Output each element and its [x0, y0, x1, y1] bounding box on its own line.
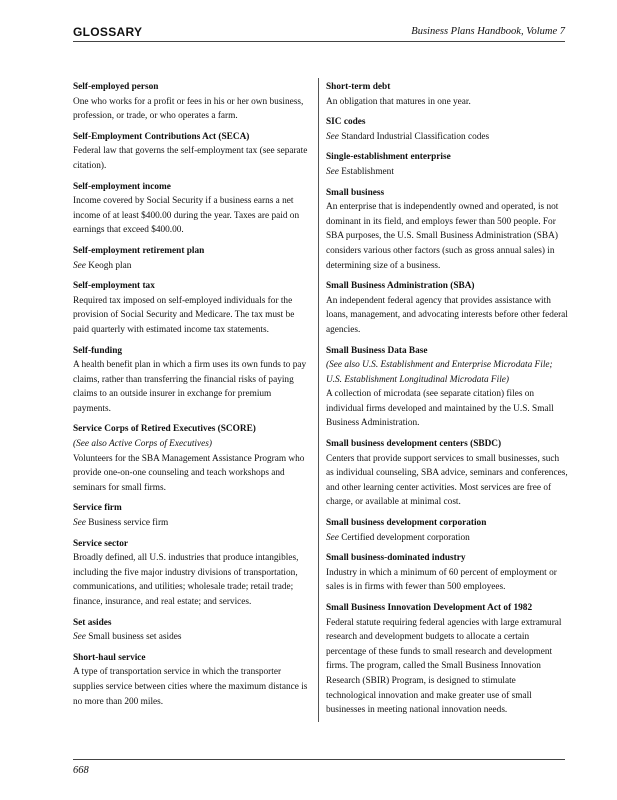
glossary-term: Small business development corporation — [326, 518, 487, 529]
glossary-entry — [326, 150, 568, 179]
glossary-definition: A collection of microdata (see separate citation) files on individual firms developed and maintained by the U.S. Small Business Administration. — [326, 389, 554, 429]
glossary-term: Self-Employment Contributions Act (SECA) — [73, 131, 250, 142]
glossary-column-left — [73, 80, 311, 715]
glossary-entry — [326, 437, 568, 510]
glossary-term: Short-haul service — [73, 652, 146, 663]
see-target: Small business set asides — [88, 632, 182, 643]
glossary-definition: An obligation that matures in one year. — [326, 96, 471, 107]
glossary-term: Self-employed person — [73, 82, 159, 92]
see-label: See — [326, 532, 339, 543]
see-target: Business service firm — [88, 518, 169, 529]
see-label: See — [73, 260, 86, 271]
glossary-entry — [326, 186, 568, 274]
glossary-definition: Required tax imposed on self-employed individuals for the provision of Social Security and Medicare. The tax must be paid quarterly with estimated income tax statements. — [73, 295, 295, 335]
glossary-definition: A health benefit plan in which a firm uses its own funds to pay claims, rather than transferring the financial risks of paying claims to an outside insurer in exchange for premium payments. — [73, 360, 307, 414]
glossary-definition: Federal law that governs the self-employment tax (see separate citation). — [73, 146, 308, 171]
glossary-term: Single-establishment enterprise — [326, 152, 451, 163]
glossary-term: Short-term debt — [326, 82, 391, 92]
see-label: See — [326, 131, 339, 142]
see-target: Standard Industrial Classification codes — [341, 131, 490, 142]
glossary-term: SIC codes — [326, 117, 366, 128]
glossary-entry — [326, 601, 568, 718]
see-label: See — [326, 166, 339, 177]
glossary-term: Self-funding — [73, 345, 123, 356]
glossary-term: Small Business Data Base — [326, 345, 428, 356]
glossary-entry — [326, 115, 568, 144]
glossary-entry — [73, 651, 311, 709]
glossary-entry — [326, 516, 568, 545]
glossary-entry — [73, 80, 311, 124]
see-reference — [73, 630, 311, 645]
book-title: Business Plans Handbook, Volume 7 — [411, 26, 565, 37]
glossary-term: Small Business Administration (SBA) — [326, 281, 475, 292]
glossary-entry — [73, 130, 311, 174]
glossary-term: Service Corps of Retired Executives (SCORE) — [73, 424, 256, 435]
section-title: GLOSSARY — [73, 25, 143, 39]
footer-divider — [73, 759, 565, 760]
see-reference — [326, 130, 568, 145]
glossary-definition: Income covered by Social Security if a business earns a net income of at least $400.00 during the year. Taxes are paid on earnings that exceed $400.00. — [73, 196, 300, 236]
glossary-definition: Industry in which a minimum of 60 percent of employment or sales is in firms with fewer than 500 employees. — [326, 567, 557, 593]
glossary-term: Small Business Innovation Development Act of 1982 — [326, 603, 533, 613]
glossary-column-right — [326, 80, 568, 724]
glossary-entry — [73, 244, 311, 273]
glossary-entry — [326, 279, 568, 337]
glossary-definition: Centers that provide support services to small businesses, such as individual counseling, SBA advice, seminars and conferences, and other learning center activities. Most services are free of charge, or available at minimal cost. — [326, 453, 568, 508]
glossary-definition: One who works for a profit or fees in his or her own business, profession, or trade, or who operates a farm. — [73, 96, 304, 122]
glossary-term: Small business — [326, 187, 385, 198]
header-divider — [73, 41, 565, 42]
see-reference — [73, 259, 311, 274]
see-target: Establishment — [341, 166, 394, 177]
glossary-entry — [73, 422, 311, 495]
see-label: See — [73, 518, 86, 529]
glossary-entry — [326, 551, 568, 595]
see-reference — [73, 516, 311, 531]
glossary-entry — [326, 80, 568, 109]
column-divider — [318, 78, 319, 722]
see-reference — [326, 165, 568, 180]
glossary-definition: Federal statute requiring federal agencies with large extramural research and development budgets to allocate a certain percentage of these funds to small research and development firms. The program, called the Small Business Innovation Research (SBIR) Program, is designed to stimulate technological innovation and make greater use of small businesses in meeting national innovation needs. — [326, 617, 562, 716]
glossary-term: Service sector — [73, 538, 128, 549]
see-label: See — [73, 632, 86, 643]
glossary-definition: Volunteers for the SBA Management Assistance Program who provide one-on-one counseling and teach workshops and seminars for small firms. — [73, 453, 305, 493]
glossary-definition: An enterprise that is independently owned and operated, is not dominant in its field, and employs fewer than 500 people. For SBA purposes, the U.S. Small Business Administration (SBA) considers various other factors (such as gross annual sales) in determining size of a business. — [326, 202, 559, 271]
glossary-term: Self-employment tax — [73, 281, 155, 292]
glossary-entry — [326, 344, 568, 432]
glossary-entry — [73, 180, 311, 238]
glossary-term: Small business development centers (SBDC) — [326, 439, 502, 450]
cross-reference-note: (See also Active Corps of Executives) — [73, 439, 212, 450]
glossary-entry — [73, 344, 311, 417]
cross-reference-note: (See also U.S. Establishment and Enterprise Microdata File; U.S. Establishment Longitudinal Microdata File) — [326, 360, 553, 385]
glossary-term: Service firm — [73, 503, 122, 514]
see-target: Keogh plan — [88, 260, 132, 271]
glossary-entry — [73, 501, 311, 530]
glossary-entry — [73, 537, 311, 610]
glossary-term: Self-employment income — [73, 181, 171, 192]
glossary-entry — [73, 279, 311, 337]
glossary-term: Small business-dominated industry — [326, 553, 466, 564]
see-reference — [326, 531, 568, 546]
glossary-term: Set asides — [73, 617, 112, 628]
glossary-entry — [73, 616, 311, 645]
glossary-definition: A type of transportation service in which the transporter supplies service between cities where the maximum distance is no more than 200 miles. — [73, 667, 308, 707]
glossary-term: Self-employment retirement plan — [73, 245, 205, 256]
glossary-definition: An independent federal agency that provides assistance with loans, management, and advocating interests before other federal agencies. — [326, 295, 568, 335]
glossary-definition: Broadly defined, all U.S. industries that produce intangibles, including the five major industry divisions of transportation, communications, and utilities; wholesale trade; retail trade; finance, insurance, and real estate; and services. — [73, 553, 299, 607]
page-number: 668 — [73, 765, 89, 776]
see-target: Certified development corporation — [341, 532, 470, 543]
